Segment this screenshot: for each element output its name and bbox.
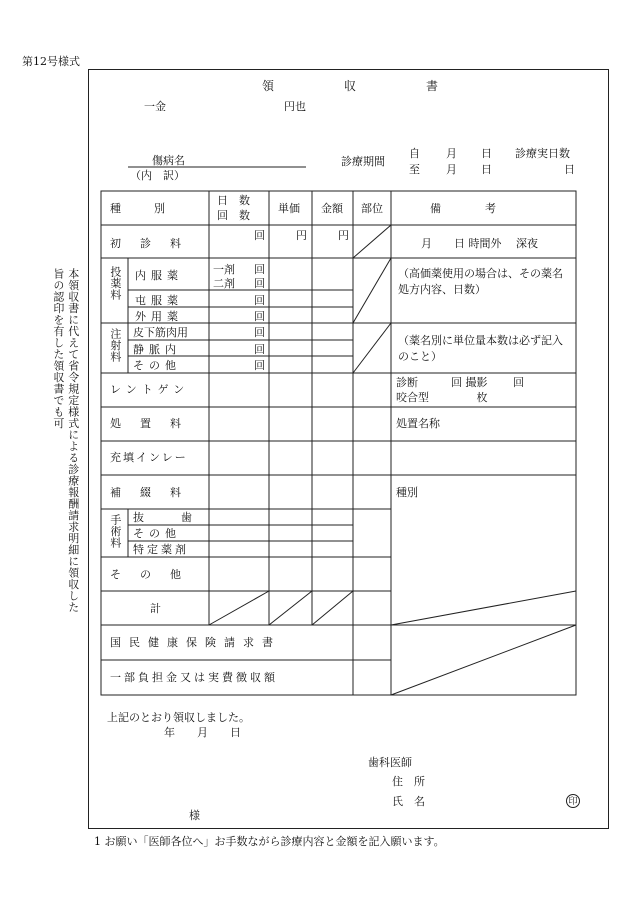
disease-name-label: 傷病名 bbox=[152, 154, 185, 167]
xray-remark-2: 咬合型 枚 bbox=[396, 391, 488, 404]
row-kokumin: 国民健康保険請求書 bbox=[110, 636, 281, 649]
period-label: 診療期間 bbox=[341, 155, 385, 168]
row-hotetsu: 補 綴 料 bbox=[110, 486, 185, 499]
col-count-top: 日 数 bbox=[217, 194, 250, 207]
row-juten: 充填インレー bbox=[110, 451, 188, 464]
form-number: 第12号様式 bbox=[22, 55, 80, 68]
recipient-suffix: 様 bbox=[189, 809, 200, 822]
group-chusha: 注射料 bbox=[108, 328, 122, 363]
from-day: 日 bbox=[481, 147, 492, 160]
shoshin-yen-1: 円 bbox=[296, 229, 307, 242]
amount-prefix: 一金 bbox=[144, 100, 166, 113]
touyaku-remark: （高価薬使用の場合は、その薬名処方内容、日数） bbox=[398, 267, 563, 296]
received-text: 上記のとおり領収しました。 bbox=[107, 711, 250, 724]
col-count-bottom: 回 数 bbox=[217, 209, 250, 222]
naifuku-kai-1: 回 bbox=[254, 263, 265, 276]
hotetsu-remark: 種別 bbox=[396, 486, 418, 499]
row-shochi: 処 置 料 bbox=[110, 417, 185, 430]
naifuku-kai-2: 回 bbox=[254, 277, 265, 290]
chusha-remark: （薬名別に単位量本数は必ず記入のこと） bbox=[398, 334, 563, 363]
to-day: 日 bbox=[481, 163, 492, 176]
actual-days-label: 診療実日数 bbox=[515, 147, 570, 160]
row-gaiyou: 外用薬 bbox=[135, 310, 183, 323]
period-to: 至 bbox=[409, 163, 420, 176]
group-touyaku: 投薬料 bbox=[108, 266, 122, 301]
row-chusha-other: その他 bbox=[133, 359, 181, 372]
row-basshi: 抜 歯 bbox=[133, 511, 197, 524]
actual-days-unit: 日 bbox=[564, 163, 575, 176]
gaiyou-kai: 回 bbox=[254, 310, 265, 323]
row-total: 計 bbox=[150, 602, 161, 615]
row-xray: レントゲン bbox=[110, 383, 190, 396]
nizai: 二剤 bbox=[213, 277, 235, 290]
shochi-remark: 処置名称 bbox=[396, 417, 440, 430]
row-ichibu: 一部負担金又は実費徴収額 bbox=[110, 671, 278, 684]
row-shujutsu-other: その他 bbox=[133, 527, 181, 540]
row-other: そ の 他 bbox=[110, 568, 185, 581]
ichizai: 一剤 bbox=[213, 263, 235, 276]
row-tokutei: 特定薬剤 bbox=[133, 543, 189, 556]
received-date: 年 月 日 bbox=[164, 726, 241, 739]
period-from: 自 bbox=[409, 147, 420, 160]
title-char-1: 領 bbox=[262, 79, 275, 93]
row-jomyaku: 静脈内 bbox=[133, 343, 181, 356]
address-label: 住 所 bbox=[392, 775, 425, 788]
group-shujutsu: 手術料 bbox=[108, 514, 122, 549]
title-char-3: 書 bbox=[426, 79, 439, 93]
row-hika: 皮下筋肉用 bbox=[133, 326, 188, 339]
shoshin-yen-2: 円 bbox=[338, 229, 349, 242]
footnote: 1 お願い「医師各位へ」お手数ながら診療内容と金額を記入願います。 bbox=[94, 835, 445, 848]
title-char-2: 収 bbox=[344, 79, 357, 93]
hika-kai: 回 bbox=[254, 326, 265, 339]
col-kind: 種 別 bbox=[110, 202, 165, 215]
col-remarks: 備 考 bbox=[430, 202, 496, 215]
col-part: 部位 bbox=[361, 202, 383, 215]
jomyaku-kai: 回 bbox=[254, 343, 265, 356]
side-note: 本領収書に代えて省令規定様式による診療報酬請求明細に領収した旨の認印を有した領収書でも可 bbox=[51, 268, 80, 613]
amount-suffix: 円也 bbox=[284, 100, 306, 113]
from-month: 月 bbox=[446, 147, 457, 160]
tonpuku-kai: 回 bbox=[254, 294, 265, 307]
to-month: 月 bbox=[446, 163, 457, 176]
row-shoshin: 初 診 料 bbox=[110, 237, 185, 250]
shoshin-remark: 月 日 時間外 深夜 bbox=[421, 237, 538, 250]
chusha-other-kai: 回 bbox=[254, 359, 265, 372]
xray-remark-1: 診断 回 撮影 回 bbox=[396, 376, 524, 389]
dentist-label: 歯科医師 bbox=[368, 756, 412, 769]
seal-mark: 印 bbox=[566, 794, 580, 808]
shoshin-kai: 回 bbox=[254, 229, 265, 242]
name-label: 氏 名 bbox=[392, 795, 425, 808]
col-amount: 金額 bbox=[321, 202, 343, 215]
row-tonpuku: 屯服薬 bbox=[135, 294, 183, 307]
receipt-title bbox=[262, 80, 438, 92]
row-naifuku: 内服薬 bbox=[135, 269, 183, 282]
col-unit-price: 単価 bbox=[278, 202, 300, 215]
breakdown-label: （内 訳） bbox=[130, 169, 185, 182]
